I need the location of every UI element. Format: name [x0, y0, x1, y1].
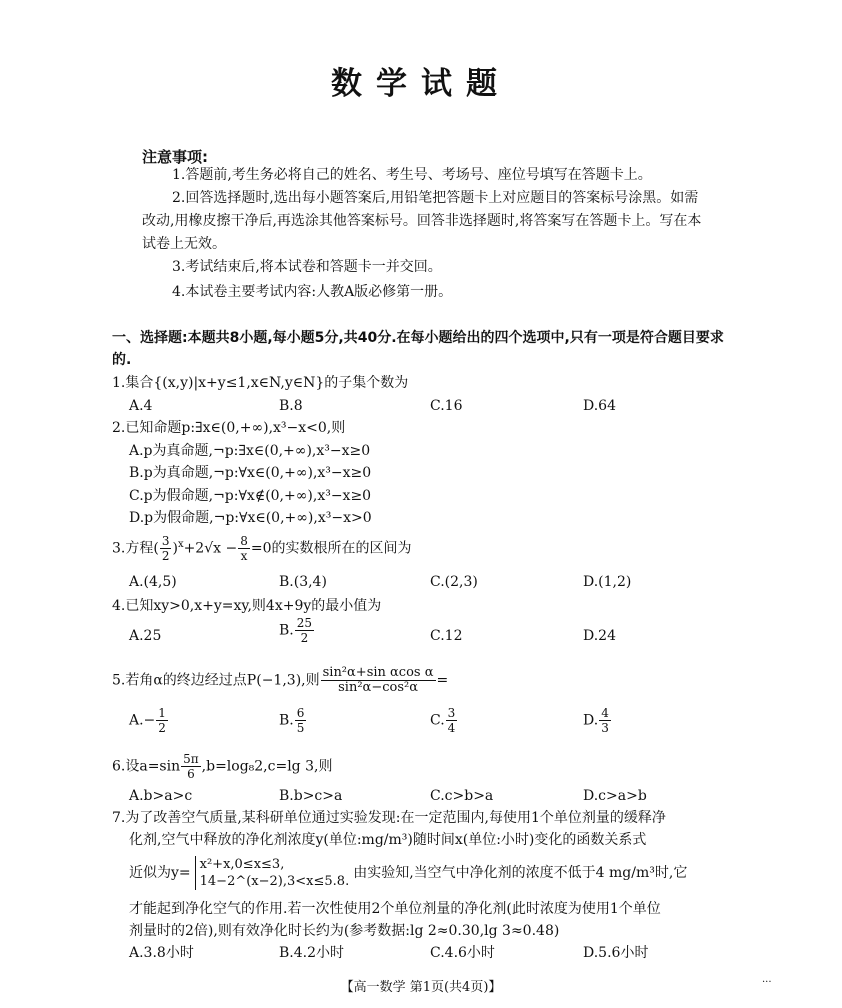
q4-option-c: C.12: [430, 628, 463, 644]
q5-fraction: [321, 666, 436, 695]
q5-b-den: 5: [296, 721, 305, 735]
q5-c-den: 4: [447, 721, 456, 735]
q5-option-d: [583, 706, 612, 735]
q3-option-b: B.(3,4): [279, 574, 327, 590]
q6-fraction: [181, 752, 201, 781]
q4-b-den: 2: [300, 631, 309, 645]
q5-post: =: [436, 672, 449, 689]
q5-a-den: 2: [158, 721, 166, 735]
q5-d-fraction: [599, 706, 611, 735]
q5-b-label: B.: [279, 712, 294, 729]
q7-line-3-post: 由实验知,当空气中净化剂的浓度不低于4 mg/m³时,它: [353, 865, 688, 881]
q5-frac-num: sin²α+sin αcos α: [322, 665, 434, 680]
notice-item-3: 3.考试结束后,将本试卷和答题卡一并交回。: [172, 259, 442, 275]
q5-frac-den: sin²α−cos²α: [338, 680, 418, 695]
q2-option-c: C.p为假命题,¬p:∀x∉(0,+∞),x³−x≥0: [129, 488, 372, 504]
q5-option-a: [129, 706, 169, 735]
q7-option-d: D.5.6小时: [583, 945, 649, 961]
q7-function-label: 近似为y=: [129, 865, 191, 881]
q3-option-c: C.(2,3): [430, 574, 478, 590]
q3-exponent: x: [177, 538, 184, 550]
q7-line-5: 剂量时的2倍),则有效净化时长约为(参考数据:lg 2≈0.30,lg 3≈0.48): [129, 923, 560, 939]
q3-option-a: A.(4,5): [129, 574, 177, 590]
q6-option-b: B.b>c>a: [279, 788, 343, 804]
q5-a-fraction: [156, 706, 168, 735]
q4-option-d: D.24: [583, 628, 616, 644]
question-1-stem: 1.集合{(x,y)|x+y≤1,x∈N,y∈N}的子集个数为: [112, 375, 409, 391]
q7-line-4: 才能起到净化空气的作用.若一次性使用2个单位剂量的净化剂(此时浓度为使用1个单位: [129, 901, 661, 917]
q7-line-2: 化剂,空气中释放的净化剂浓度y(单位:mg/m³)随时间x(单位:小时)变化的函数关系式: [129, 832, 647, 848]
question-3-stem: 3.方程( $\frac{3}{2}$ )$^x$+2√x − $\frac{8}{x}$ =0的实数根所在的区间为: [112, 534, 412, 563]
q2-option-b: B.p为真命题,¬p:∀x∈(0,+∞),x³−x≥0: [129, 465, 372, 481]
q6-frac-den: 6: [187, 767, 195, 781]
q5-c-num: 3: [447, 706, 456, 720]
q3-tail: =0的实数根所在的区间为: [250, 540, 412, 557]
q7-option-c: C.4.6小时: [430, 945, 495, 961]
section-heading: [112, 327, 736, 371]
q5-d-num: 4: [601, 706, 609, 720]
q1-option-d: D.64: [583, 398, 616, 414]
q2-option-a: A.p为真命题,¬p:∃x∈(0,+∞),x³−x≥0: [129, 443, 371, 459]
notice-heading: 注意事项:: [142, 148, 208, 166]
q3-base-den: 2: [161, 549, 170, 563]
q6-pre: 6.设a=sin: [112, 758, 181, 775]
q5-a-num: 1: [158, 706, 166, 720]
question-6-stem: [112, 752, 332, 781]
q6-option-c: C.c>b>a: [430, 788, 494, 804]
page-title: 数学试题: [331, 66, 511, 102]
q6-option-d: D.c>a>b: [583, 788, 647, 804]
q7-case-1: x²+x,0≤x≤3,: [199, 857, 285, 872]
q5-b-num: 6: [296, 706, 305, 720]
q4-option-b: [279, 616, 315, 645]
question-5-stem: [112, 666, 448, 695]
q4-b-fraction: [295, 616, 314, 645]
q3-lead: 3.方程: [112, 540, 154, 557]
q4-b-label: B.: [279, 622, 294, 639]
q3-base-fraction: [160, 534, 172, 563]
q3-mid: +2√x −: [183, 540, 238, 557]
q5-c-label: C.: [430, 712, 445, 729]
section-text: 一、选择题:本题共8小题,每小题5分,共40分.在每小题给出的四个选项中,只有一项是符合题目要求的.: [112, 330, 724, 368]
q5-pre: 5.若角α的终边经过点P(−1,3),则: [112, 672, 320, 689]
notice-item-2: 2.回答选择题时,选出每小题答案后,用铅笔把答题卡上对应题目的答案标号涂黑。如需改动,用橡皮擦干净后,再选涂其他答案标号。回答非选择题时,将答案写在答题卡上。写在本试卷上无效。: [142, 190, 702, 252]
q3-option-d: D.(1,2): [583, 574, 632, 590]
q3-frac-num: 8: [240, 534, 248, 548]
q7-line-1: 7.为了改善空气质量,某科研单位通过实验发现:在一定范围内,每使用1个单位剂量的缓释净: [112, 810, 666, 826]
q5-d-den: 3: [601, 721, 609, 735]
q3-frac-den: x: [240, 549, 248, 563]
q1-option-b: B.8: [279, 398, 303, 414]
q7-piecewise: [195, 856, 350, 890]
page-footer: 【高一数学 第1页(共4页)】: [340, 980, 502, 995]
q5-option-b: [279, 706, 307, 735]
q5-d-label: D.: [583, 712, 599, 729]
question-2-stem: 2.已知命题p:∃x∈(0,+∞),x³−x<0,则: [112, 420, 346, 436]
notice-item-4: 4.本试卷主要考试内容:人教A版必修第一册。: [172, 284, 453, 300]
q5-c-fraction: [446, 706, 458, 735]
q6-frac-num: 5π: [183, 752, 199, 766]
q7-line-3: [129, 856, 687, 890]
q4-option-a: A.25: [129, 628, 162, 644]
q4-b-num: 25: [296, 616, 313, 630]
corner-mark: ...: [762, 974, 772, 985]
q5-b-fraction: [295, 706, 307, 735]
q5-option-c: [430, 706, 458, 735]
q3-base-num: 3: [161, 534, 170, 548]
q7-option-b: B.4.2小时: [279, 945, 345, 961]
q7-case-2: 14−2^(x−2),3<x≤5.8.: [199, 874, 350, 889]
q2-option-d: D.p为假命题,¬p:∀x∈(0,+∞),x³−x>0: [129, 510, 372, 526]
q6-post: ,b=log₈2,c=lg 3,则: [201, 758, 333, 775]
q1-option-a: A.4: [129, 398, 153, 414]
q5-a-label: A.−: [129, 712, 156, 729]
q1-option-c: C.16: [430, 398, 463, 414]
q6-option-a: A.b>a>c: [129, 788, 193, 804]
notice-item-1: 1.答题前,考生务必将自己的姓名、考生号、考场号、座位号填写在答题卡上。: [172, 167, 652, 183]
q3-fraction: [238, 534, 250, 563]
question-4-stem: 4.已知xy>0,x+y=xy,则4x+9y的最小值为: [112, 598, 382, 614]
q7-option-a: A.3.8小时: [129, 945, 194, 961]
